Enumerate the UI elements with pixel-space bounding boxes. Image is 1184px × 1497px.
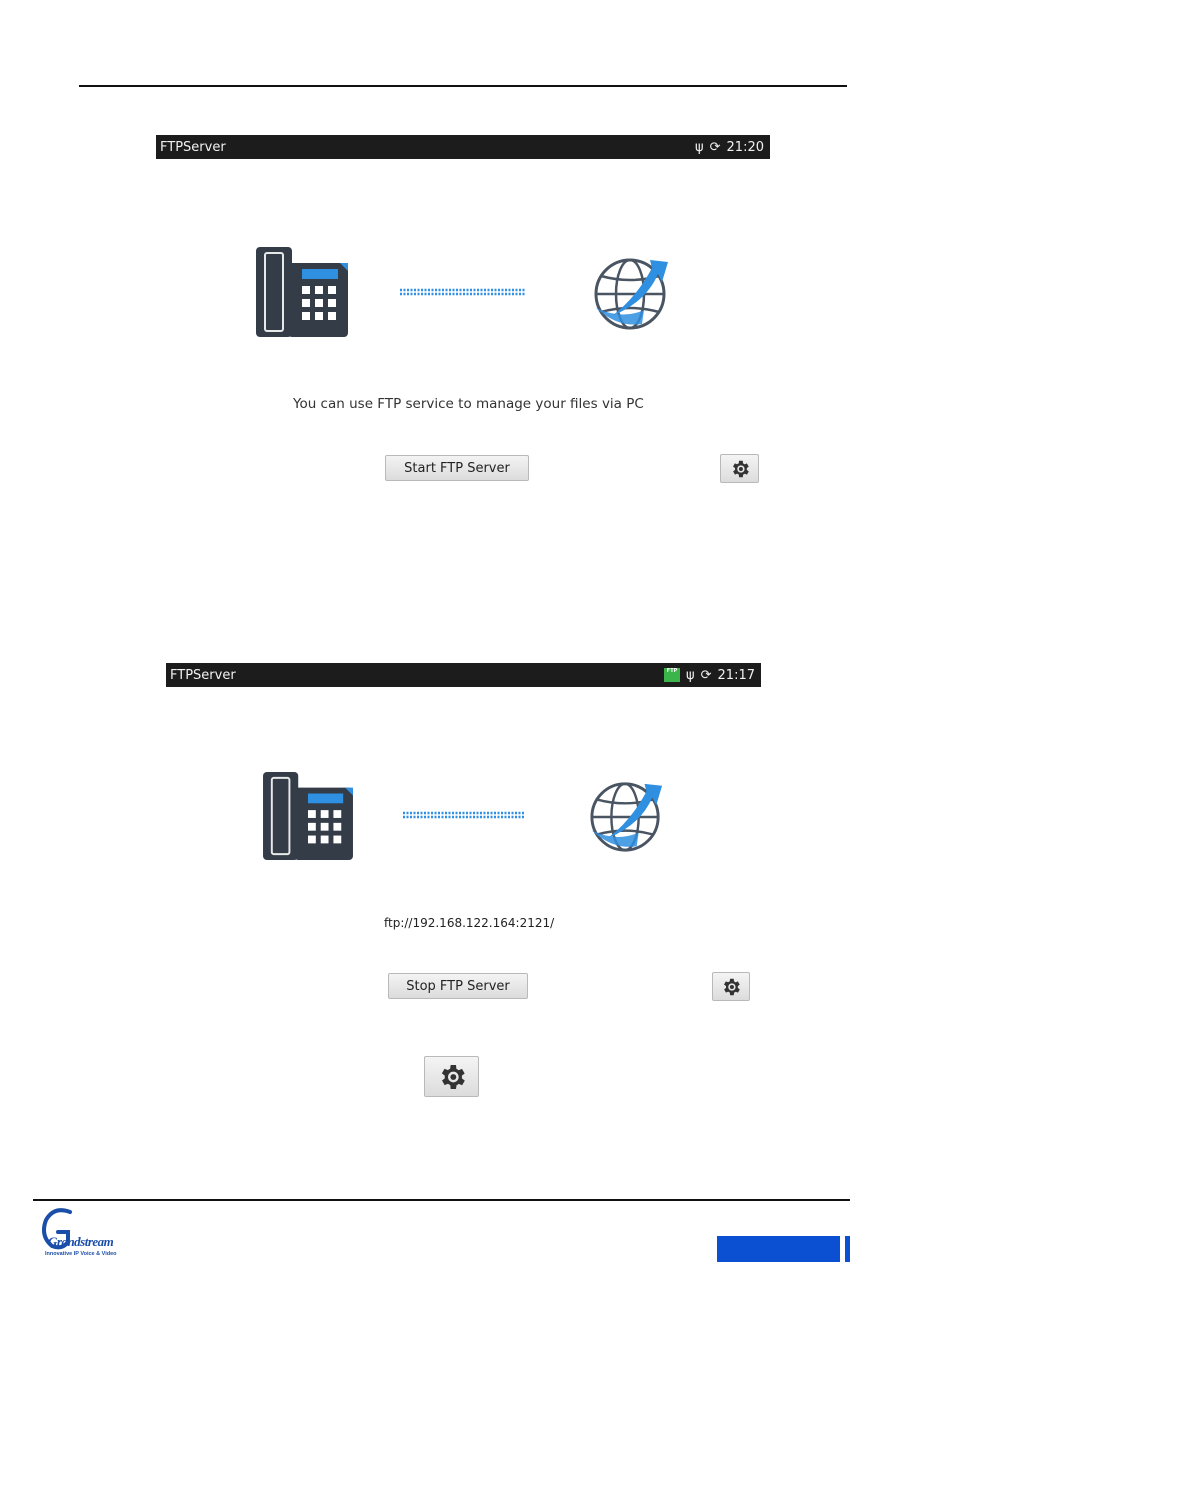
status-icons (695, 140, 764, 155)
ftp-badge-icon: FTP (664, 668, 680, 682)
desk-phone-icon (256, 247, 348, 337)
settings-icon-figure (424, 1056, 479, 1097)
footer-page-bar (717, 1236, 840, 1262)
gear-icon (729, 458, 751, 480)
sync-icon: ⟳ (700, 667, 712, 683)
logo-wordmark: Grandstream (48, 1234, 114, 1249)
settings-button[interactable] (720, 454, 759, 483)
ftp-url: ftp://192.168.122.164:2121/ (384, 916, 555, 930)
app-title: FTPServer (170, 667, 236, 683)
stop-ftp-server-button[interactable]: Stop FTP Server (388, 973, 528, 999)
desk-phone-icon (263, 772, 353, 860)
clock: 21:17 (717, 667, 755, 683)
globe-icon (592, 254, 670, 332)
ftp-description: You can use FTP service to manage your files via PC (293, 396, 644, 412)
clock: 21:20 (726, 139, 764, 155)
footer-page-bar-tick (845, 1236, 850, 1262)
connection-line (400, 288, 526, 296)
start-ftp-server-button[interactable]: Start FTP Server (385, 455, 529, 481)
status-icons (664, 668, 755, 683)
settings-button[interactable] (712, 972, 750, 1001)
grandstream-logo (40, 1206, 122, 1262)
usb-icon: ψ (686, 667, 695, 683)
gear-icon (436, 1061, 468, 1093)
usb-icon: ψ (695, 139, 704, 155)
header-rule (79, 85, 847, 87)
connection-line (403, 811, 525, 819)
sync-icon: ⟳ (709, 139, 721, 155)
gear-icon (720, 976, 742, 998)
status-bar (156, 135, 770, 159)
globe-icon (588, 778, 664, 854)
footer-rule (33, 1199, 850, 1201)
status-bar (166, 663, 761, 687)
logo-tagline: Innovative IP Voice & Video (45, 1251, 117, 1257)
app-title: FTPServer (160, 139, 226, 155)
